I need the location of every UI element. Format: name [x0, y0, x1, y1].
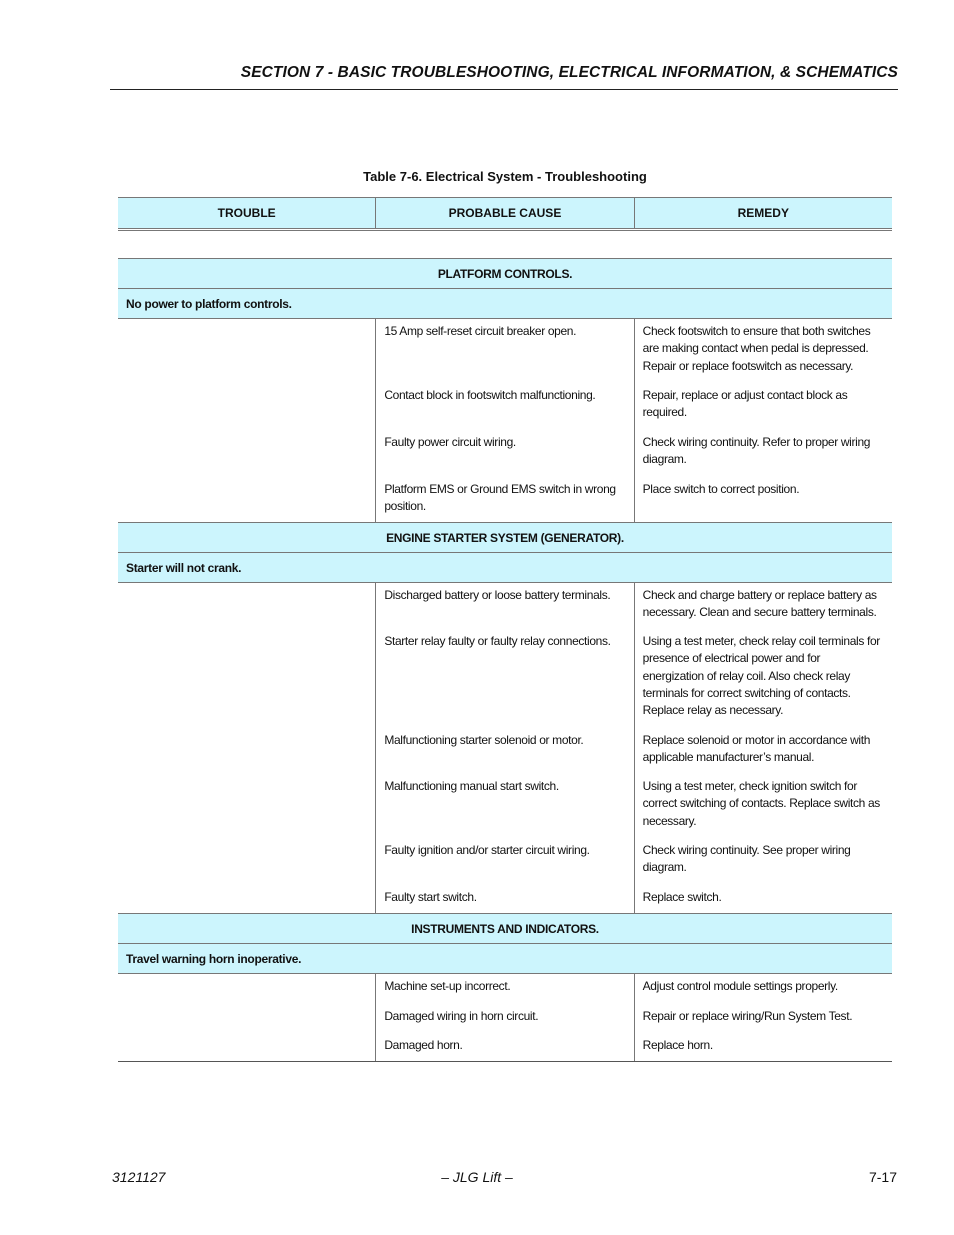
cause-text: Platform EMS or Ground EMS switch in wrong position.: [384, 482, 616, 514]
section-header: SECTION 7 - BASIC TROUBLESHOOTING, ELECTRICAL INFORMATION, & SCHEMATICS: [240, 64, 898, 81]
cause-remedy-group: [118, 318, 892, 522]
remedy-text: Check wiring continuity. See proper wiring diagram.: [642, 843, 851, 875]
section-band: INSTRUMENTS AND INDICATORS.: [118, 913, 892, 943]
trouble-band: Starter will not crank.: [118, 552, 892, 582]
table-title: Table 7-6. Electrical System - Troubleshooting: [363, 169, 647, 184]
column-header-row: [118, 197, 892, 229]
trouble-band: No power to platform controls.: [118, 288, 892, 318]
footer-doc-number: 3121127: [112, 1169, 166, 1185]
remedy-text: Replace solenoid or motor in accordance with applicable manufacturer’s manual.: [642, 733, 871, 765]
cause-text: Damaged horn.: [384, 1038, 463, 1052]
remedy-text: Check footswitch to ensure that both switches are making contact when pedal is depressed. Repair or replace footswitch as necessary.: [642, 324, 871, 373]
column-header-trouble: TROUBLE: [217, 206, 276, 220]
cause-remedy-group: [118, 582, 892, 913]
remedy-text: Adjust control module settings properly.: [642, 979, 838, 993]
remedy-text: Using a test meter, check relay coil terminals for presence of electrical power and for energization of relay coil. Also check relay terminals for correct switching of contacts. Replace relay as necessary.: [642, 634, 880, 718]
cause-column: [375, 974, 633, 1061]
cause-text: Contact block in footswitch malfunctioning.: [384, 388, 596, 402]
cause-text: Malfunctioning starter solenoid or motor.: [384, 733, 584, 747]
cause-text: Faulty ignition and/or starter circuit wiring.: [384, 843, 590, 857]
section-band: PLATFORM CONTROLS.: [118, 258, 892, 288]
trouble-blank-cell: [118, 583, 375, 913]
remedy-text: Check wiring continuity. Refer to proper wiring diagram.: [642, 435, 871, 467]
remedy-text: Repair or replace wiring/Run System Test.: [642, 1009, 853, 1023]
cause-text: Faulty start switch.: [384, 890, 477, 904]
remedy-column: [634, 583, 892, 913]
cause-column: [375, 319, 633, 522]
cause-column: [375, 583, 633, 913]
remedy-text: Replace switch.: [642, 890, 722, 904]
footer-brand: – JLG Lift –: [441, 1169, 513, 1185]
cause-remedy-group: [118, 973, 892, 1061]
column-header-remedy: REMEDY: [634, 198, 892, 228]
cause-text: Machine set-up incorrect.: [384, 979, 511, 993]
section-band: ENGINE STARTER SYSTEM (GENERATOR).: [118, 522, 892, 552]
footer-page-number: 7-17: [868, 1169, 897, 1185]
remedy-text: Place switch to correct position.: [642, 482, 800, 496]
cause-text: Discharged battery or loose battery terminals.: [384, 588, 611, 602]
remedy-column: [634, 974, 892, 1061]
header-rule: [110, 89, 898, 90]
troubleshooting-table-body: [118, 258, 892, 1062]
cause-text: Starter relay faulty or faulty relay connections.: [384, 634, 611, 648]
remedy-column: [634, 319, 892, 522]
cause-text: Faulty power circuit wiring.: [384, 435, 516, 449]
remedy-text: Replace horn.: [642, 1038, 713, 1052]
trouble-blank-cell: [118, 974, 375, 1061]
remedy-text: Check and charge battery or replace battery as necessary. Clean and secure battery terminals.: [642, 588, 877, 620]
cause-text: Damaged wiring in horn circuit.: [384, 1009, 539, 1023]
remedy-text: Repair, replace or adjust contact block as required.: [642, 388, 848, 420]
cause-text: 15 Amp self-reset circuit breaker open.: [384, 324, 577, 338]
header-double-rule: [118, 230, 892, 231]
trouble-band: Travel warning horn inoperative.: [118, 943, 892, 973]
column-header-probable-cause: PROBABLE CAUSE: [375, 198, 633, 228]
cause-text: Malfunctioning manual start switch.: [384, 779, 559, 793]
remedy-text: Using a test meter, check ignition switch for correct switching of contacts. Replace switch as necessary.: [642, 779, 880, 828]
trouble-blank-cell: [118, 319, 375, 522]
